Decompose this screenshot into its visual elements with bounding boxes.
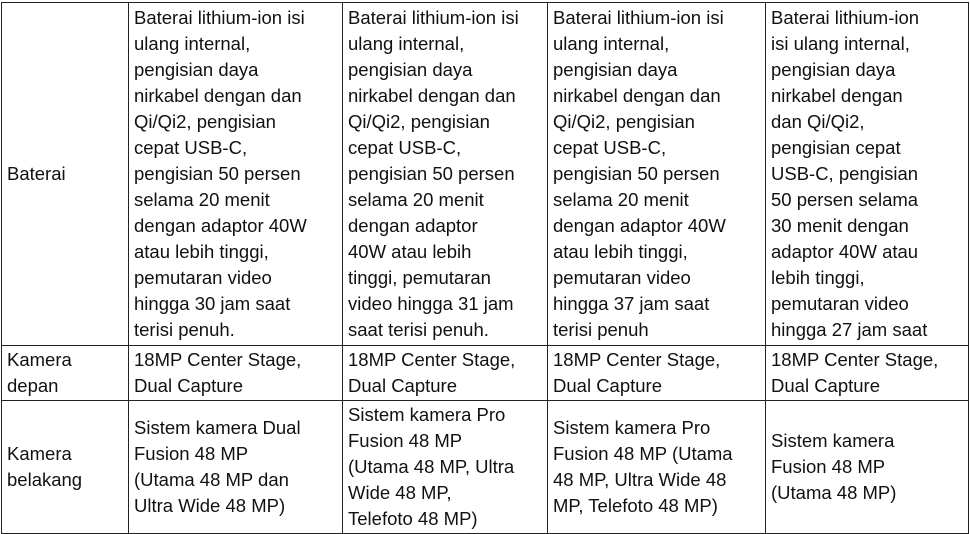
cell-text-line: pengisian 50 persen [134,163,301,184]
cell-text-line: atau lebih tinggi, [553,241,688,262]
model-1-cell [129,401,343,534]
cell-text-line: cepat USB-C, [134,137,248,158]
cell-text-line: ulang internal, [134,33,251,54]
cell-text-line: 18MP Center Stage, [134,349,302,370]
cell-text-line: ulang internal, [348,33,465,54]
cell-text-line: atau lebih tinggi, [134,241,269,262]
cell-text-line: pengisian 50 persen [348,163,515,184]
cell-text-line: Sistem kamera Dual [134,417,301,438]
cell-text-line: pengisian daya [553,59,678,80]
model-3-cell [548,346,766,401]
cell-text-line: Fusion 48 MP [348,430,463,451]
cell-text-line: Qi/Qi2, pengisian [134,111,276,132]
cell-text-line: terisi penuh [553,319,649,340]
cell-text-line: nirkabel dengan dan [553,85,721,106]
cell-text-line: (Utama 48 MP) [771,482,897,503]
table-row-kamera-depan [2,346,969,401]
cell-text-line: dengan adaptor 40W [134,215,307,236]
cell-text-line: Baterai lithium-ion isi [348,7,519,28]
cell-text-line: Qi/Qi2, pengisian [348,111,490,132]
model-4-cell [766,346,969,401]
cell-text-line: Qi/Qi2, pengisian [553,111,695,132]
cell-text-line: selama 20 menit [553,189,689,210]
cell-text-line: nirkabel dengan dan [134,85,302,106]
cell-text-line: (Utama 48 MP, Ultra [348,456,515,477]
row-label-cell [2,401,129,534]
cell-text-line: adaptor 40W atau [771,241,919,262]
cell-text-line: video hingga 31 jam [348,293,514,314]
cell-text-line: Baterai lithium-ion [771,7,920,28]
cell-text-line: Dual Capture [134,375,244,396]
cell-text-line: hingga 37 jam saat [553,293,710,314]
cell-text-line: selama 20 menit [134,189,270,210]
cell-text-line: Sistem kamera Pro [348,404,506,425]
cell-text-line: cepat USB-C, [348,137,462,158]
cell-text-line: Dual Capture [348,375,458,396]
spec-comparison-table [1,2,969,534]
cell-text-line: Sistem kamera Pro [553,417,711,438]
model-1-cell [129,3,343,346]
cell-text-line: Telefoto 48 MP) [348,508,478,529]
model-2-cell [343,401,548,534]
cell-text-line: 50 persen selama [771,189,919,210]
cell-text-line: 18MP Center Stage, [348,349,516,370]
cell-text-line: saat terisi penuh. [348,319,489,340]
cell-text-line: 18MP Center Stage, [771,349,939,370]
cell-text-line: 48 MP, Ultra Wide 48 [553,469,727,490]
cell-text-line: terisi penuh. [134,319,235,340]
cell-text-line: Kamera [7,349,72,370]
table-row-baterai [2,3,969,346]
cell-text-line: Fusion 48 MP (Utama [553,443,733,464]
cell-text-line: dan Qi/Qi2, [771,111,865,132]
cell-text-line: nirkabel dengan dan [348,85,516,106]
cell-text-line: pengisian daya [771,59,896,80]
cell-text-line: tinggi, pemutaran [348,267,491,288]
cell-text-line: selama 20 menit [348,189,484,210]
model-4-cell [766,401,969,534]
cell-text-line: 40W atau lebih [348,241,472,262]
cell-text-line: dengan adaptor 40W [553,215,726,236]
model-3-cell [548,401,766,534]
cell-text-line: nirkabel dengan [771,85,903,106]
cell-text-line: pengisian cepat [771,137,901,158]
model-1-cell [129,346,343,401]
cell-text-line: 30 menit dengan [771,215,909,236]
cell-text-line: Ultra Wide 48 MP) [134,495,286,516]
cell-text-line: belakang [7,469,83,490]
cell-text-line: ulang internal, [553,33,670,54]
cell-text-line: Fusion 48 MP [134,443,249,464]
table-row-kamera-belakang [2,401,969,534]
cell-text-line: Sistem kamera [771,430,895,451]
cell-text-line: Dual Capture [771,375,881,396]
cell-text-line: isi ulang internal, [771,33,910,54]
cell-text-line: (Utama 48 MP dan [134,469,289,490]
cell-text-line: pengisian daya [134,59,259,80]
row-label-cell [2,346,129,401]
model-2-cell [343,3,548,346]
cell-text-line: Kamera [7,443,72,464]
cell-text-line: USB-C, pengisian [771,163,919,184]
cell-text-line: lebih tinggi, [771,267,865,288]
cell-text-line: pemutaran video [771,293,909,314]
cell-text-line: MP, Telefoto 48 MP) [553,495,718,516]
cell-text-line: hingga 27 jam saat [771,319,928,340]
cell-text-line: 18MP Center Stage, [553,349,721,370]
cell-text-line: pengisian 50 persen [553,163,720,184]
model-2-cell [343,346,548,401]
cell-text-line: hingga 30 jam saat [134,293,291,314]
cell-text-line: Dual Capture [553,375,663,396]
cell-text-line: Baterai [7,163,66,184]
cell-text-line: pemutaran video [134,267,272,288]
cell-text-line: cepat USB-C, [553,137,667,158]
cell-text-line: Baterai lithium-ion isi [134,7,305,28]
cell-text-line: depan [7,375,59,396]
cell-text-line: Baterai lithium-ion isi [553,7,724,28]
model-3-cell [548,3,766,346]
cell-text-line: pengisian daya [348,59,473,80]
row-label-cell [2,3,129,346]
model-4-cell [766,3,969,346]
cell-text-line: dengan adaptor [348,215,478,236]
cell-text-line: Wide 48 MP, [348,482,452,503]
cell-text-line: pemutaran video [553,267,691,288]
cell-text-line: Fusion 48 MP [771,456,886,477]
